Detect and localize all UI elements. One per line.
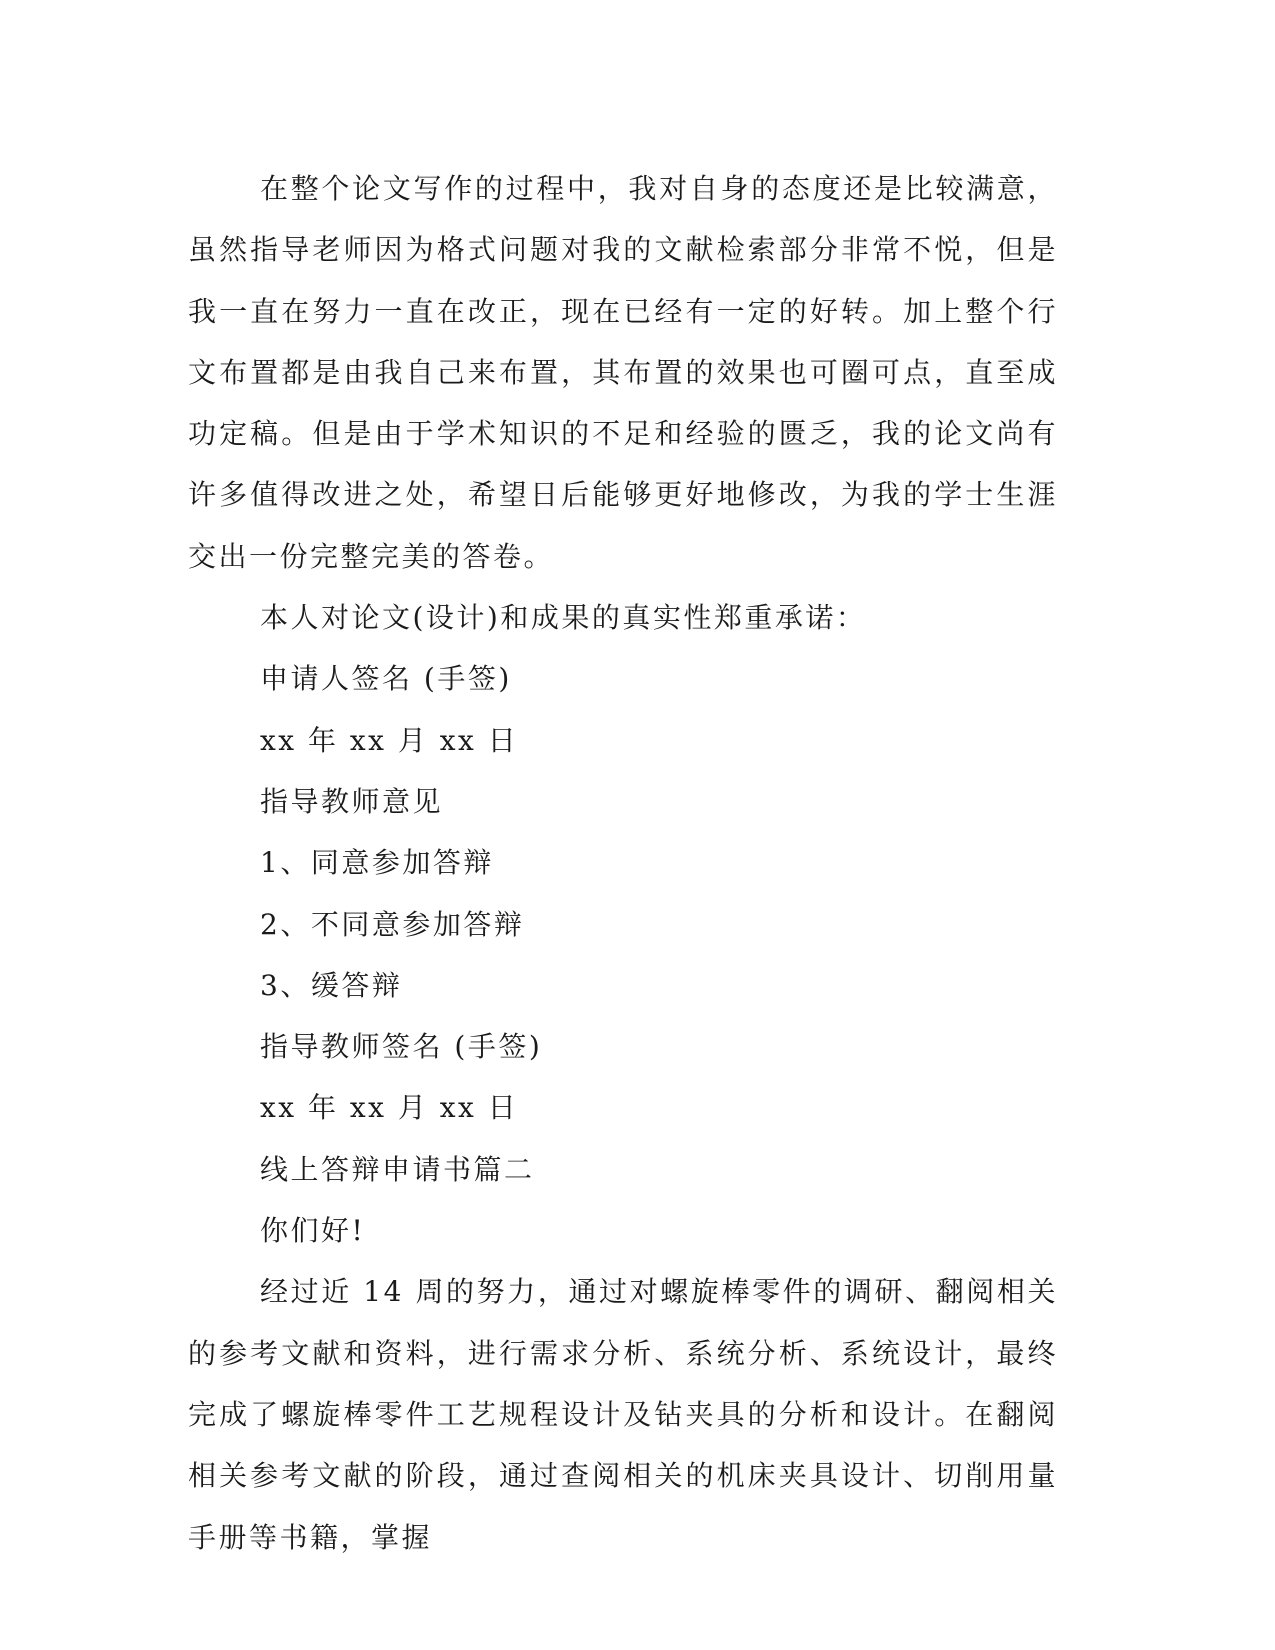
option-postpone: 3、缓答辩 (260, 968, 403, 1002)
option-disagree: 2、不同意参加答辩 (260, 907, 525, 941)
document-body (188, 158, 1058, 1568)
greeting: 你们好! (260, 1214, 366, 1248)
applicant-signature-label: 申请人签名 (手签) (260, 662, 512, 696)
paragraph-project-summary: 经过近 14 周的努力，通过对螺旋棒零件的调研、翻阅相关的参考文献和资料，进行需求分析、系统分析、系统设计，最终完成了螺旋棒零件工艺规程设计及钻夹具的分析和设计。在翻阅相关参考文献的阶段，通过查阅相关的机床夹具设计、切削用量手册等书籍，掌握 (188, 1275, 1058, 1554)
date-line-2: xx 年 xx 月 xx 日 (260, 1091, 519, 1125)
commitment-statement: 本人对论文(设计)和成果的真实性郑重承诺： (260, 601, 867, 635)
advisor-opinion-heading: 指导教师意见 (260, 784, 444, 818)
paragraph-reflection: 在整个论文写作的过程中，我对自身的态度还是比较满意，虽然指导老师因为格式问题对我的文献检索部分非常不悦，但是我一直在努力一直在改正，现在已经有一定的好转。加上整个行文布置都是由我自己来布置，其布置的效果也可圈可点，直至成功定稿。但是由于学术知识的不足和经验的匮乏，我的论文尚有许多值得改进之处，希望日后能够更好地修改，为我的学士生涯交出一份完整完美的答卷。 (188, 172, 1058, 573)
option-agree: 1、同意参加答辩 (260, 846, 494, 880)
date-line-1: xx 年 xx 月 xx 日 (260, 723, 519, 757)
advisor-signature-label: 指导教师签名 (手签) (260, 1030, 543, 1064)
section-title: 线上答辩申请书篇二 (260, 1152, 535, 1186)
